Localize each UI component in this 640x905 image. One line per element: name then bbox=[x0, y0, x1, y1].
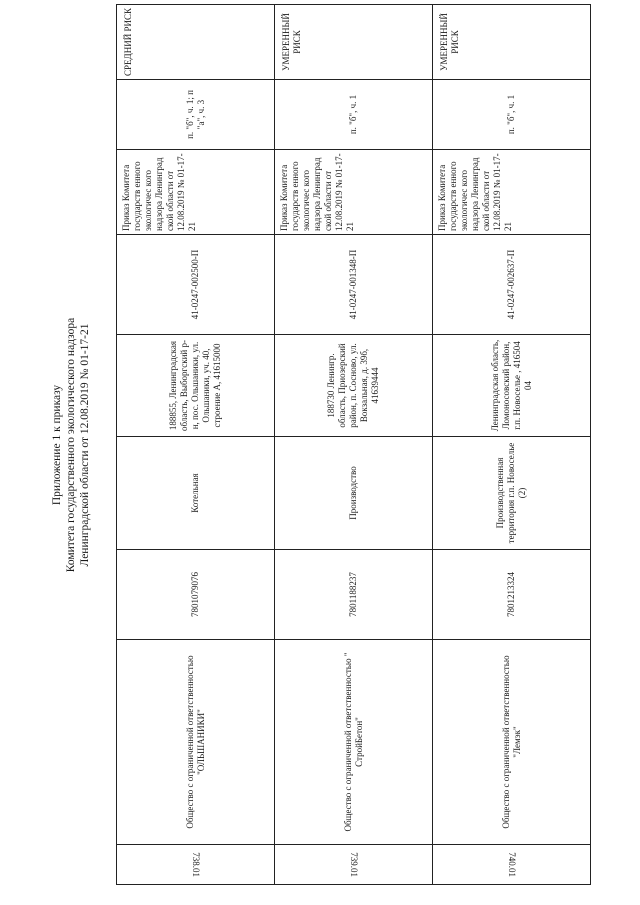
header-line-3: Ленинградской области от 12.08.2019 № 01-17-21 bbox=[79, 323, 91, 567]
criteria-cell: п. "б", ч. 1 bbox=[275, 80, 433, 150]
object-code-cell: 41-0247-001348-П bbox=[275, 235, 433, 335]
order-cell: Приказ Комитета государств енного экологичес кого надзора Ленинград ской области от 12.08.2019 № 01-17-21 bbox=[275, 150, 433, 235]
table-row bbox=[275, 5, 433, 885]
inn-cell: 7801188237 bbox=[275, 550, 433, 640]
registry-table bbox=[116, 4, 591, 885]
header-line-2: Комитета государственного экологического надзора bbox=[65, 317, 77, 573]
risk-category-cell: УМЕРЕННЫЙ РИСК bbox=[275, 5, 433, 80]
address-cell: Ленинградская область, Ломоносовский район, г.п. Новоселье , 416504 04 bbox=[433, 335, 591, 437]
rotated-document-page bbox=[50, 5, 590, 885]
facility-cell: Котельная bbox=[117, 437, 275, 550]
inn-cell: 7801213324 bbox=[433, 550, 591, 640]
address-cell: 188730 Ленингр. область, Приозерский район, п. Сосново, ул. Вокзальная, д. 39б, 41639444 bbox=[275, 335, 433, 437]
risk-category-cell: УМЕРЕННЫЙ РИСК bbox=[433, 5, 591, 80]
criteria-cell: п. "б", ч. 1; п "а", ч. 3 bbox=[117, 80, 275, 150]
table-row bbox=[433, 5, 591, 885]
object-code-cell: 41-0247-002637-П bbox=[433, 235, 591, 335]
facility-cell: Производственная территория г.п. Новоселье (2) bbox=[433, 437, 591, 550]
row-number: 740.01 bbox=[507, 852, 517, 877]
organization-cell: Общество с ограниченной ответственностью "Лемэк" bbox=[433, 640, 591, 845]
order-cell: Приказ Комитета государств енного экологичес кого надзора Ленинград ской области от 12.08.2019 № 01-17-21 bbox=[433, 150, 591, 235]
row-number-cell bbox=[117, 845, 275, 885]
facility-cell: Производство bbox=[275, 437, 433, 550]
object-code-cell: 41-0247-002500-П bbox=[117, 235, 275, 335]
document-header bbox=[50, 5, 108, 885]
risk-category-cell: СРЕДНИЙ РИСК bbox=[117, 5, 275, 80]
organization-cell: Общество с ограниченной ответственностью " СтройБетон" bbox=[275, 640, 433, 845]
row-number: 738.01 bbox=[191, 852, 201, 877]
header-line-1: Приложение 1 к приказу bbox=[51, 384, 63, 506]
criteria-cell: п. "б", ч. 1 bbox=[433, 80, 591, 150]
organization-cell: Общество с ограниченной ответственностью "ОЛЬШАНИКИ" bbox=[117, 640, 275, 845]
row-number-cell bbox=[433, 845, 591, 885]
table-row bbox=[117, 5, 275, 885]
inn-cell: 7801079076 bbox=[117, 550, 275, 640]
row-number: 739.01 bbox=[349, 852, 359, 877]
address-cell: 188855, Ленинградская область, Выборгский р-н, пос. Ольшаники, ул. Ольшаники, уч. 40, строение А, 41615000 bbox=[117, 335, 275, 437]
order-cell: Приказ Комитета государств енного экологичес кого надзора Ленинград ской области от 12.08.2019 № 01-17-21 bbox=[117, 150, 275, 235]
row-number-cell bbox=[275, 845, 433, 885]
